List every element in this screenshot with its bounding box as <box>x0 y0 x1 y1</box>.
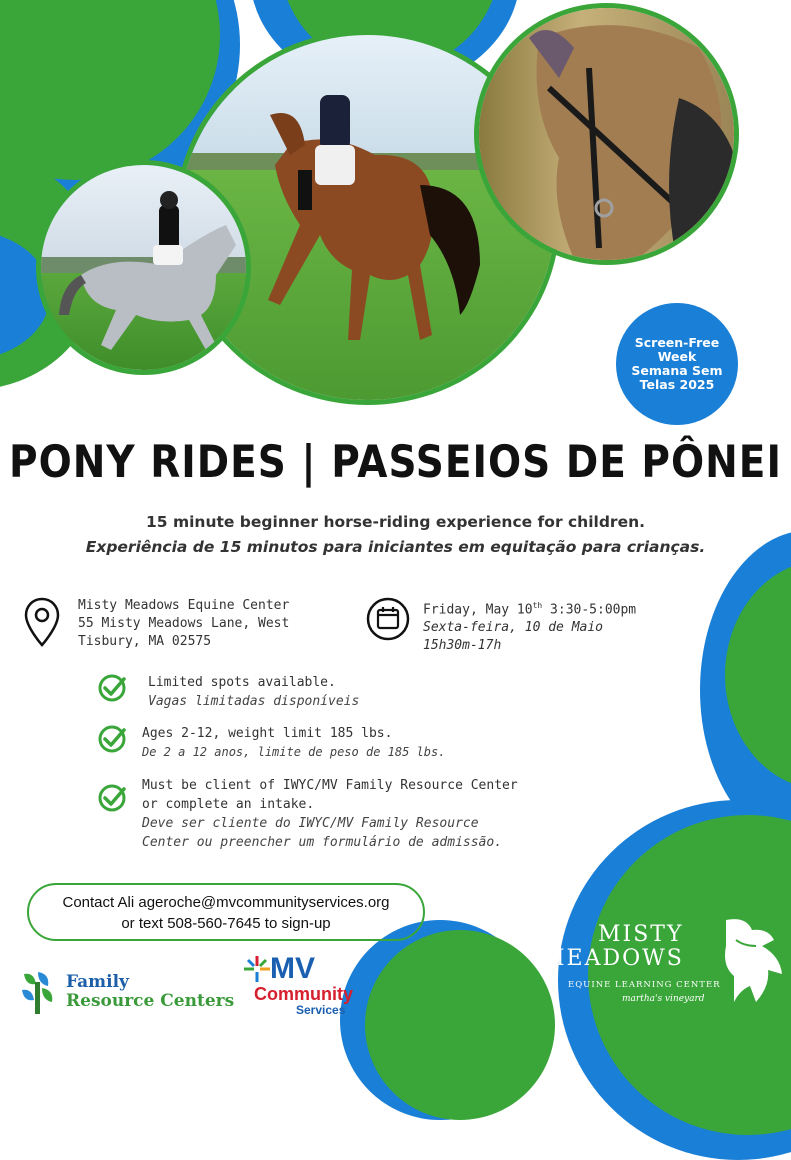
subtitle-english: 15 minute beginner horse-riding experience for children. <box>145 513 646 531</box>
contact-box <box>27 883 425 941</box>
check-icon <box>97 783 127 813</box>
mv-community-text: Community <box>254 984 353 1004</box>
misty-meadows-logo <box>538 916 788 1016</box>
location-name: Misty Meadows Equine Center <box>78 598 290 613</box>
mv-services-text: Services <box>296 1003 346 1017</box>
mm-text-meadows: MEADOWS <box>542 946 684 971</box>
requirement-portuguese: Deve ser cliente do IWYC/MV Family Resource <box>142 816 479 831</box>
badge-line: Screen-Free <box>634 335 720 350</box>
requirement-english: Must be client of IWYC/MV Family Resource Center <box>142 778 518 793</box>
calendar-icon <box>366 597 410 641</box>
mm-text-equine: EQUINE LEARNING CENTER <box>568 980 721 990</box>
mm-text-marthas-vineyard: martha's vineyard <box>622 994 705 1004</box>
requirement-item <box>142 776 518 852</box>
badge-line: Semana Sem <box>631 363 723 378</box>
badge-line: Week <box>657 349 697 364</box>
subtitle-portuguese: Experiência de 15 minutos para iniciantes em equitação para crianças. <box>85 538 706 556</box>
check-icon <box>97 724 127 754</box>
datetime-block <box>423 597 636 655</box>
requirement-english: Limited spots available. <box>148 675 336 690</box>
date-english <box>423 597 636 619</box>
date-suffix: th <box>532 601 543 610</box>
requirement-item <box>148 673 359 711</box>
requirement-english: or complete an intake. <box>142 797 315 812</box>
requirement-portuguese: Center ou preencher um formulário de admissão. <box>142 835 503 850</box>
page-title: PONY RIDES | PASSEIOS DE PÔNEI <box>9 436 782 489</box>
photo-horse-head <box>474 3 739 265</box>
location-pin-icon <box>24 597 60 647</box>
badge-line: Telas 2025 <box>639 377 715 392</box>
requirement-item <box>142 724 445 762</box>
frc-text-family: Family <box>66 972 129 992</box>
photo-grey-horse <box>36 160 251 375</box>
time-portuguese: 15h30m-17h <box>423 638 502 654</box>
date-day: Friday, May 10 <box>423 602 533 618</box>
date-portuguese: Sexta-feira, 10 de Maio <box>423 620 604 636</box>
screen-free-week-badge <box>616 303 738 425</box>
family-resource-centers-logo <box>20 968 235 1016</box>
mm-text-misty: MISTY <box>598 922 684 947</box>
contact-phone-line[interactable]: or text 508-560-7645 to sign-up <box>121 915 331 932</box>
location-town: Tisbury, MA 02575 <box>78 634 212 649</box>
horse-head-icon <box>716 916 788 1006</box>
requirement-portuguese: Vagas limitadas disponíveis <box>148 694 360 709</box>
requirement-english: Ages 2-12, weight limit 185 lbs. <box>142 726 393 741</box>
contact-email-line[interactable]: Contact Ali ageroche@mvcommunityservices.org <box>62 894 390 911</box>
requirement-portuguese: De 2 a 12 anos, limite de peso de 185 lbs. <box>142 745 446 759</box>
frc-text-resource-centers: Resource Centers <box>66 991 235 1011</box>
mv-text: MV <box>270 952 315 985</box>
location-street: 55 Misty Meadows Lane, West <box>78 616 290 631</box>
starburst-icon <box>242 954 272 984</box>
deco-circle-bottom-mid-green <box>365 930 555 1120</box>
location-block <box>78 597 289 651</box>
family-tree-icon <box>20 970 60 1014</box>
mv-community-services-logo <box>240 952 370 1020</box>
time-english: 3:30-5:00pm <box>542 602 637 618</box>
check-icon <box>97 673 127 703</box>
